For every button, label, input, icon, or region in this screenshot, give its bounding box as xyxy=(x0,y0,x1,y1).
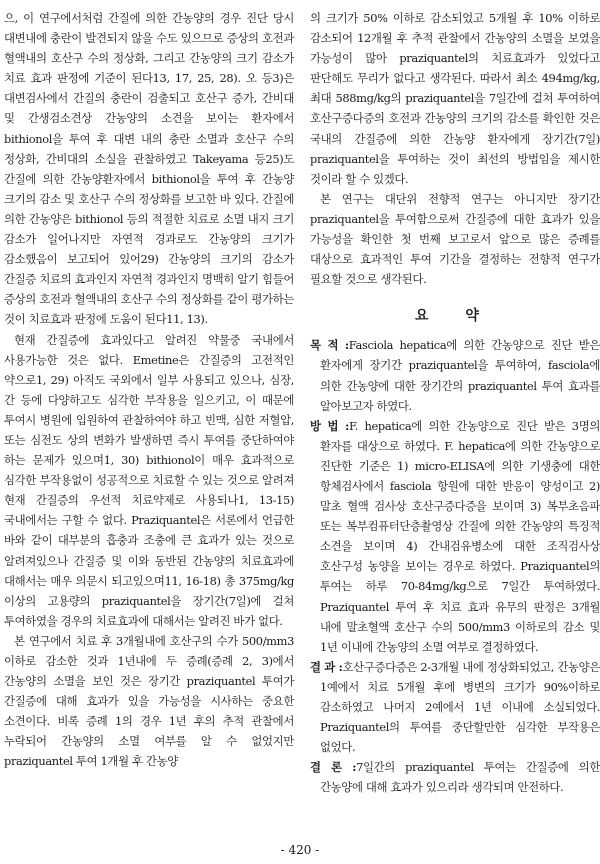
purpose-label: 목 적 : xyxy=(310,338,349,353)
body-paragraph: 본 연구는 대단위 전향적 연구는 아니지만 장기간 praziquantel을 투여함으로써 간질증에 대한 효과가 있을 가능성을 확인한 첫 번째 보고로서 앞으로 많은 증례를 대상으로 효과적인 투여 기간을 결정하는 전향적 연구가 필요할 것으로 생각된다. xyxy=(310,191,600,287)
body-paragraph: 으, 이 연구에서처럼 간질에 의한 간농양의 경우 진단 당시 대변내에 충란이 발견되지 않을 수도 있으므로 증상의 호전과 혈액내의 호산구 수의 정상화, 그리고 간농양의 크기 감소가 치료 효과 판정에 기준이 된다13, 17, 25, 28). 오 등3)은 대변검사에서 간질의 충란이 검출되고 호산구 증가, 간비대 및 간생검소견상 간농양의 소견을 보이는 환자에서 bithionol을 투여 후 대변 내의 충란 소멸과 호산구 수의 정상화, 간비대의 소실을 관찰하였고 Takeyama 등25)도 간질에 의한 간농양환자에서 bithionol을 투여 후 간농양 크기의 감소 및 호산구 수의 정상화를 보고한 바 있다. 간질에 의한 간농양은 bithionol 등의 적절한 치료로 소멸 내지 크기 감소가 일어나지만 자연적 경과로도 간농양의 크기가 감소했음이 보고되어 있어29) 간농양의 크기의 감소가 간질증 치료의 효과인지 자연적 경과인지 명백히 알기 힘들어 증상의 호전과 혈액내의 호산구 수의 정상화를 같이 평가하는 것이 치료효과 판정에 도움이 된다11, 13). xyxy=(4,11,294,327)
abstract-purpose xyxy=(310,335,600,415)
body-paragraph: 의 크기가 50% 이하로 감소되었고 5개월 후 10% 이하로 감소되어 12개월 후 추적 관찰에서 간농양의 소멸을 보였을 가능성이 많아 praziquantel의 치료효과가 있었다고 판단해도 무리가 없다고 생각된다. 따라서 최소 494mg/kg, 최대 588mg/kg의 praziquantel을 7일간에 걸쳐 투여하여 호산구증다증의 호전과 간농양의 크기의 감소를 확인한 것은 국내의 간질증에 의한 간농양 환자에게 장기간(7일) praziquantel을 투여하는 것이 최선의 방법임을 제시한 것이라 할 수 있겠다. xyxy=(310,11,600,186)
methods-label: 방 법 : xyxy=(310,418,349,433)
page-number: - 420 - xyxy=(280,843,320,857)
body-paragraph: 본 연구에서 치료 후 3개월내에 호산구의 수가 500/mm3 이하로 감소한 것과 1년내에 두 증례(증례 2, 3)에서 간농양의 소멸을 보인 것은 장기간 praziquantel 투여가 간질증에 대해 효과가 있을 가능성을 시사하는 중요한 소견이다. 비록 증례 1의 경우 1년 후의 추적 관찰에서 누락되어 간농양의 소멸 여부를 알 수 없었지만 praziquantel 투여 1개월 후 간농양 xyxy=(4,633,294,769)
abstract-conclusion xyxy=(310,757,600,797)
purpose-text: Fasciola hepatica에 의한 간농양으로 진단 받은 환자에게 장기간 praziquantel을 투여하여, fasciola에 의한 간농양에 대한 장기간의 praziquantel 투여 효과를 알아보고자 하였다. xyxy=(320,338,600,413)
body-paragraph: 현재 간질증에 효과있다고 알려진 약물중 국내에서 사용가능한 것은 없다. Emetine은 간질증의 고전적인 약으로1, 29) 아직도 국외에서 일부 사용되고 있으나, 심장, 간 등에 다양하고도 심각한 부작용을 일으키고, 이 때문에 투여시 병원에 입원하여 관찰하여야 하고 빈맥, 심한 저혈압, 또는 심전도 상의 변화가 발생하면 즉시 투여를 중단하여야 하는 문제가 있으며1, 30) bithionol이 매우 효과적으로 심각한 부작용없이 성공적으로 치료할 수 있는 것으로 알려져 현재 간질증의 우선적 치료약제로 사용되나1, 13-15) 국내에서는 구할 수 없다. Praziquantel은 서론에서 언급한 바와 같이 대부분의 흡충과 조충에 큰 효과가 있는 것으로 알려져있으나 간질증 및 이와 동반된 간농양의 치료효과에 대해서는 매우 의문시 되고있으며11, 16-18) 총 375mg/kg 이상의 고용량의 praziquantel을 장기간(7일)에 걸쳐 투여하였을 경우의 치료효과에 대해서는 알려진 바가 없다. xyxy=(4,332,294,628)
conclusion-label: 결 론 : xyxy=(310,760,357,775)
results-label: 결 과 : xyxy=(310,659,343,674)
abstract-results xyxy=(310,657,600,757)
left-column xyxy=(4,8,294,772)
abstract-heading: 요 약 xyxy=(415,308,495,325)
methods-text: F. hepatica에 의한 간농양으로 진단 받은 3명의 환자를 대상으로 하였다. F. hepatica에 의한 간농양으로 진단한 기준은 1) micro-ELISA에 의한 기생충에 대한 항체검사에서 fasciola 항원에 대한 반응이 양성이고 2) 말초 혈액 검사상 호산구증다증을 보이며 3) 복부초음파 또는 복부컴퓨터단층촬영상 간질에 의한 간농양의 특징적 소견을 보이며 4) 간내검유병소에 대한 조직검사상 호산구성 농양을 보이는 경우로 하였다. Praziquantel의 투여는 하루 70-84mg/kg으로 7일간 투여하였다. Praziquantel 투여 후 치료 효과 유무의 판정은 3개월 내에 말초혈액 호산구 수의 500/mm3 이하로의 감소 및 1년 이내에 간농양의 소멸 여부로 결정하였다. xyxy=(320,418,600,654)
abstract-methods xyxy=(310,416,600,657)
results-text: 호산구증다증은 2-3개월 내에 정상화되었고, 간농양은 1예에서 치료 5개월 후에 병변의 크기가 90%이하로 감소하였고 나머지 2예에서 1년 이내에 소실되었다. Praziquantel의 투여를 중단할만한 심각한 부작용은 없었다. xyxy=(320,659,600,755)
conclusion-text: 7일간의 praziquantel 투여는 간질증에 의한 간농양에 대해 효과가 있으리라 생각되며 안전하다. xyxy=(320,760,600,795)
right-column xyxy=(310,8,600,797)
